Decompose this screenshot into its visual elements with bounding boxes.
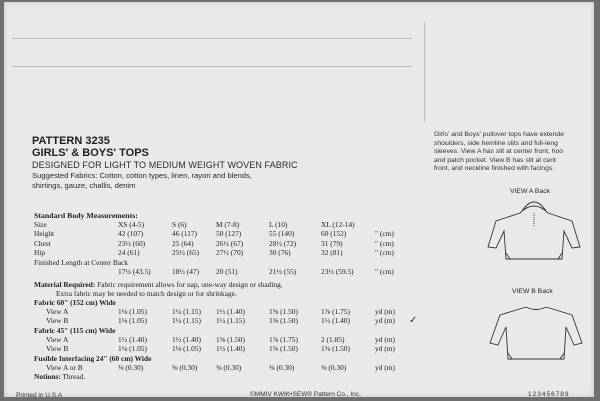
view-b-back-sketch <box>486 299 586 367</box>
table-cell: 1½ (1.40) <box>172 334 201 344</box>
view-a-label: VIEW A Back <box>510 188 551 195</box>
table-cell: L (10) <box>269 220 288 229</box>
row-label: View A <box>46 334 69 344</box>
table-cell: " (cm) <box>375 238 394 248</box>
copyright-text: ©MMIV KWIK•SEW® Pattern Co., Inc. <box>250 391 361 397</box>
fabric45-rows <box>34 335 444 354</box>
table-cell: 1⅝ (1.50) <box>216 334 245 344</box>
table-cell: yd (m) <box>375 316 395 326</box>
guide-rule <box>424 22 425 122</box>
table-cell: ⅜ (0.30) <box>172 362 198 372</box>
row-label: Height <box>34 229 55 239</box>
table-cell: 24 (61) <box>118 248 140 258</box>
table-cell: 1½ (1.40) <box>216 306 245 316</box>
row-label: Size <box>34 220 47 229</box>
interfacing-heading: Fusible Interfacing 24" (60 cm) Wide <box>34 353 152 363</box>
notions-text: Thread. <box>62 371 86 381</box>
table-cell: 1½ (1.40) <box>216 344 245 354</box>
description-line: and patch pocket. View B has slit at cent <box>434 156 556 164</box>
guide-rule <box>12 38 412 39</box>
table-cell: 1¼ (1.15) <box>172 306 201 316</box>
table-cell: yd (m) <box>375 306 395 316</box>
table-row <box>34 363 444 372</box>
table-cell: 17¼ (43.5) <box>118 266 151 276</box>
table-cell: ⅜ (0.30) <box>269 362 295 372</box>
table-cell: 1⅝ (1.50) <box>269 344 298 354</box>
table-row <box>34 316 444 325</box>
table-row <box>34 239 444 248</box>
table-cell: 1⅛ (1.05) <box>118 316 147 326</box>
table-cell: M (7-8) <box>216 220 240 229</box>
table-row <box>34 229 444 238</box>
material-text: Fabric requirement allows for nap, one-way design or shading. <box>97 279 283 289</box>
table-cell: ⅜ (0.30) <box>216 362 242 372</box>
table-cell: 27½ (70) <box>216 248 244 258</box>
table-cell: 42 (107) <box>118 229 144 239</box>
table-cell: 26½ (67) <box>216 238 244 248</box>
table-cell: 30 (76) <box>269 248 291 258</box>
row-label: Hip <box>34 248 46 258</box>
table-cell: 1⅝ (1.50) <box>269 306 298 316</box>
table-cell: 60 (152) <box>321 229 347 239</box>
table-cell: 1⅛ (1.05) <box>118 344 147 354</box>
notions <box>34 372 444 381</box>
table-cell: yd (m) <box>375 334 395 344</box>
description-line: front, and neckline finished with facings. <box>434 165 555 173</box>
table-cell: 1⅞ (1.75) <box>269 334 298 344</box>
table-cell: XL (12-14) <box>321 220 355 229</box>
table-cell: 20 (51) <box>216 266 238 276</box>
table-cell: 32 (81) <box>321 248 343 258</box>
material-text-2: Extra fabric may be needed to match design or for shrinkage. <box>56 288 237 298</box>
table-cell: 23½ (60) <box>118 238 146 248</box>
description-line: sleeves. View A has slit at center front, hoo <box>434 148 564 156</box>
table-cell: ⅜ (0.30) <box>118 362 144 372</box>
interfacing-rows <box>34 363 444 372</box>
table-cell: 50 (127) <box>216 229 242 239</box>
printed-in-text: Printed in U.S.A <box>16 392 63 397</box>
table-cell: 1⅛ (1.05) <box>118 306 147 316</box>
table-cell: 1¼ (1.15) <box>172 316 201 326</box>
table-cell: 28½ (72) <box>269 238 297 248</box>
finished-length-row <box>34 267 444 276</box>
table-row <box>34 220 444 229</box>
table-row <box>34 307 444 316</box>
measurements-rows <box>34 220 444 258</box>
fabric60-rows <box>34 307 444 326</box>
pattern-title: GIRLS' & BOYS' TOPS <box>32 147 149 159</box>
table-cell: 1½ (1.40) <box>118 334 147 344</box>
table-cell: XS (4-5) <box>118 220 145 229</box>
description-line: shoulders, side hemline slits and full-leng <box>434 139 558 147</box>
view-a-back-sketch <box>484 197 584 267</box>
table-cell: 1⅝ (1.50) <box>269 316 298 326</box>
pen-tick-mark: ✓ <box>409 315 418 326</box>
row-label: View B <box>46 316 69 326</box>
description-text <box>434 131 594 174</box>
notions-label: Notions: <box>34 371 61 381</box>
table-cell: S (6) <box>172 220 187 229</box>
table-cell: 1⅛ (1.05) <box>172 344 201 354</box>
suggested-fabrics: Suggested Fabrics: Cotton, cotton types, linen, rayon and blends, shirtings, gauze, challis, denim <box>32 171 252 190</box>
view-b-label: VIEW B Back <box>512 288 553 295</box>
table-row <box>34 248 444 257</box>
table-row <box>34 335 444 344</box>
table-cell: " (cm) <box>375 229 394 239</box>
pattern-number: PATTERN 3235 <box>32 135 110 147</box>
designed-for-text: DESIGNED FOR LIGHT TO MEDIUM WEIGHT WOVEN FABRIC <box>32 160 298 170</box>
table-cell: 1¼ (1.15) <box>216 316 245 326</box>
table-cell: 46 (117) <box>172 229 197 239</box>
pattern-envelope-back <box>4 2 594 397</box>
material-label: Material Required: <box>34 279 96 289</box>
measurements-table <box>34 211 444 381</box>
fabric60-heading: Fabric 60" (152 cm) Wide <box>34 297 116 307</box>
table-cell: 31 (79) <box>321 238 343 248</box>
table-cell: 1⅞ (1.75) <box>321 306 350 316</box>
row-label: View B <box>46 344 69 354</box>
table-cell: " (cm) <box>375 248 394 258</box>
finished-length-label: Finished Length at Center Back <box>34 257 129 267</box>
measurements-heading: Standard Body Measurements: <box>34 211 138 220</box>
table-cell: 2 (1.85) <box>321 334 345 344</box>
table-cell: 1½ (1.40) <box>321 316 350 326</box>
row-label: View A <box>46 306 69 316</box>
guide-rule <box>12 66 412 67</box>
table-cell: yd (m) <box>375 362 395 372</box>
table-cell: ⅜ (0.30) <box>321 362 347 372</box>
table-cell: 25½ (65) <box>172 248 200 258</box>
description-line: Girls' and Boys' pullover tops have extende <box>434 131 564 138</box>
table-cell: " (cm) <box>375 266 394 276</box>
table-cell: 23½ (59.5) <box>321 266 354 276</box>
table-cell: 55 (140) <box>269 229 295 239</box>
table-cell: 25 (64) <box>172 238 194 248</box>
print-run-numbers: 123456789 <box>528 391 570 397</box>
row-label: View A or B <box>46 362 83 372</box>
table-cell: 18½ (47) <box>172 266 200 276</box>
material-required <box>34 280 444 289</box>
fabric45-heading: Fabric 45" (115 cm) Wide <box>34 325 116 335</box>
table-row <box>34 344 444 353</box>
table-cell: yd (m) <box>375 344 395 354</box>
table-cell: 21½ (55) <box>269 266 297 276</box>
table-cell: 1⅝ (1.50) <box>321 344 350 354</box>
table-row <box>34 267 444 276</box>
row-label: Chest <box>34 238 51 248</box>
